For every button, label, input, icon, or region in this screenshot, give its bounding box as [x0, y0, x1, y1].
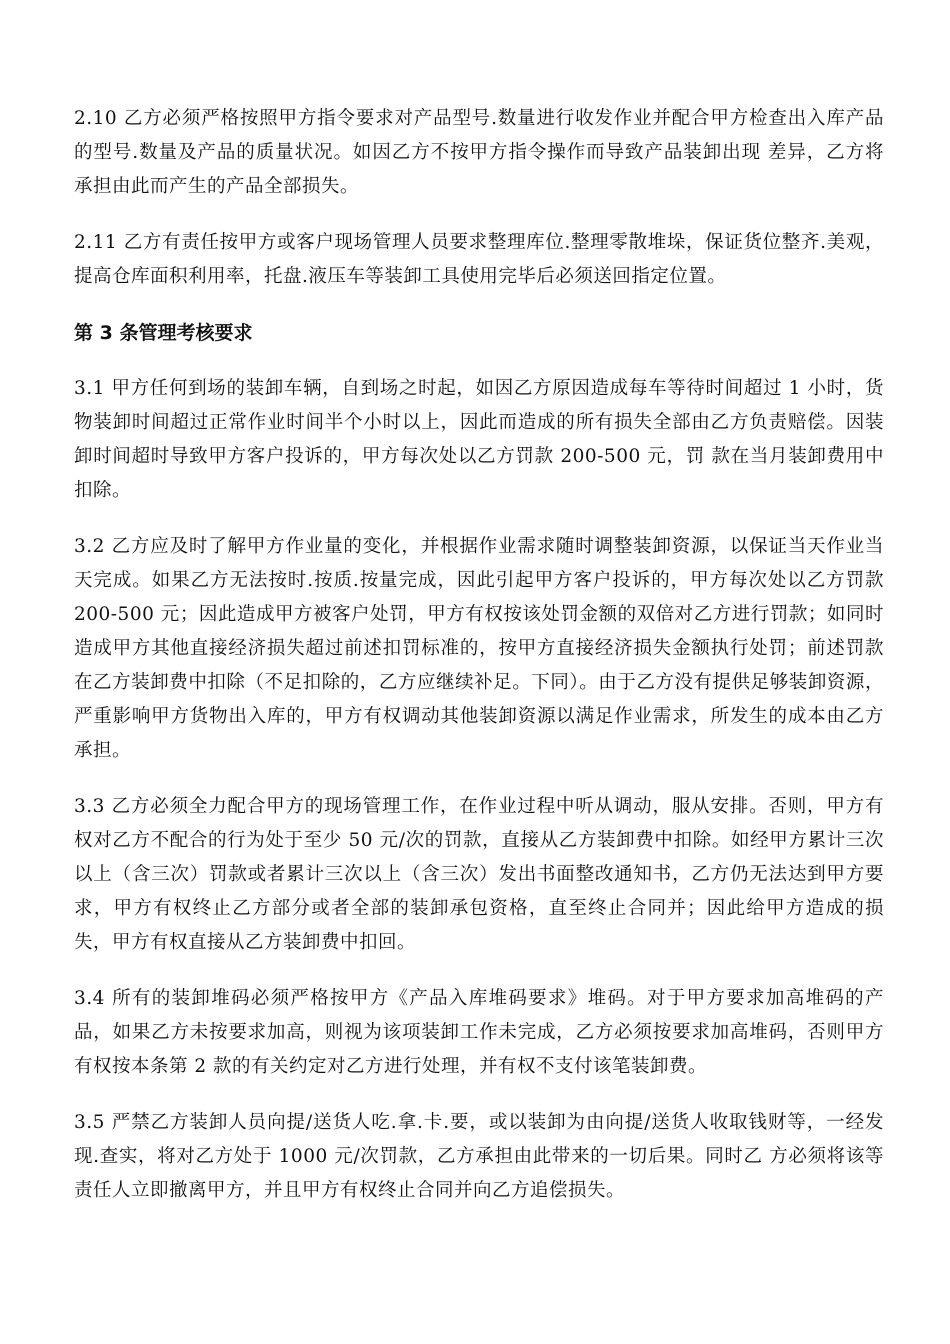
section-3-heading: 第 3 条管理考核要求 — [74, 322, 253, 344]
clause-3-5: 3.5 严禁乙方装卸人员向提/送货人吃.拿.卡.要，或以装卸为由向提/送货人收取钱财等，一经发现.查实，将对乙方处于 1000 元/次罚款，乙方承担由此带来的一切后果。同时乙 方必须将该等责任人立即撤离甲方，并且甲方有权终止合同并向乙方追偿损失。 — [74, 1112, 884, 1201]
clause-3-4: 3.4 所有的装卸堆码必须严格按甲方《产品入库堆码要求》堆码。对于甲方要求加高堆码的产品，如果乙方未按要求加高，则视为该项装卸工作未完成，乙方必须按要求加高堆码，否则甲方有权按本条第 2 款的有关约定对乙方进行处理，并有权不支付该笔装卸费。 — [74, 988, 884, 1077]
clause-3-2: 3.2 乙方应及时了解甲方作业量的变化，并根据作业需求随时调整装卸资源，以保证当天作业当天完成。如果乙方无法按时.按质.按量完成，因此引起甲方客户投诉的，甲方每次处以乙方罚款 200-500 元；因此造成甲方被客户处罚，甲方有权按该处罚金额的双倍对乙方进行罚款；如同时造成甲方其他直接经济损失超过前述扣罚标准的，按甲方直接经济损失金额执行处罚；前述罚款在乙方装卸费中扣除（不足扣除的，乙方应继续补足。下同）。由于乙方没有提供足够装卸资源，严重影响甲方货物出入库的，甲方有权调动其他装卸资源以满足作业需求，所发生的成本由乙方承担。 — [74, 536, 884, 761]
document-page — [74, 102, 884, 1230]
clause-3-1: 3.1 甲方任何到场的装卸车辆，自到场之时起，如因乙方原因造成每车等待时间超过 1 小时，货物装卸时间超过正常作业时间半个小时以上，因此而造成的所有损失全部由乙方负责赔偿。因装卸时间超时导致甲方客户投诉的，甲方每次处以乙方罚款 200-500 元，罚 款在当月装卸费用中扣除。 — [74, 378, 884, 501]
clause-3-3: 3.3 乙方必须全力配合甲方的现场管理工作，在作业过程中听从调动，服从安排。否则，甲方有权对乙方不配合的行为处于至少 50 元/次的罚款，直接从乙方装卸费中扣除。如经甲方累计三次以上（含三次）罚款或者累计三次以上（含三次）发出书面整改通知书，乙方仍无法达到甲方要求，甲方有权终止乙方部分或者全部的装卸承包资格，直至终止合同并；因此给甲方造成的损失，甲方有权直接从乙方装卸费中扣回。 — [74, 796, 884, 953]
clause-2-11: 2.11 乙方有责任按甲方或客户现场管理人员要求整理库位.整理零散堆垛，保证货位整齐.美观，提高仓库面积利用率，托盘.液压车等装卸工具使用完毕后必须送回指定位置。 — [74, 232, 884, 287]
clause-2-10: 2.10 乙方必须严格按照甲方指令要求对产品型号.数量进行收发作业并配合甲方检查出入库产品的型号.数量及产品的质量状况。如因乙方不按甲方指令操作而导致产品装卸出现 差异，乙方将承担由此而产生的产品全部损失。 — [74, 108, 884, 197]
